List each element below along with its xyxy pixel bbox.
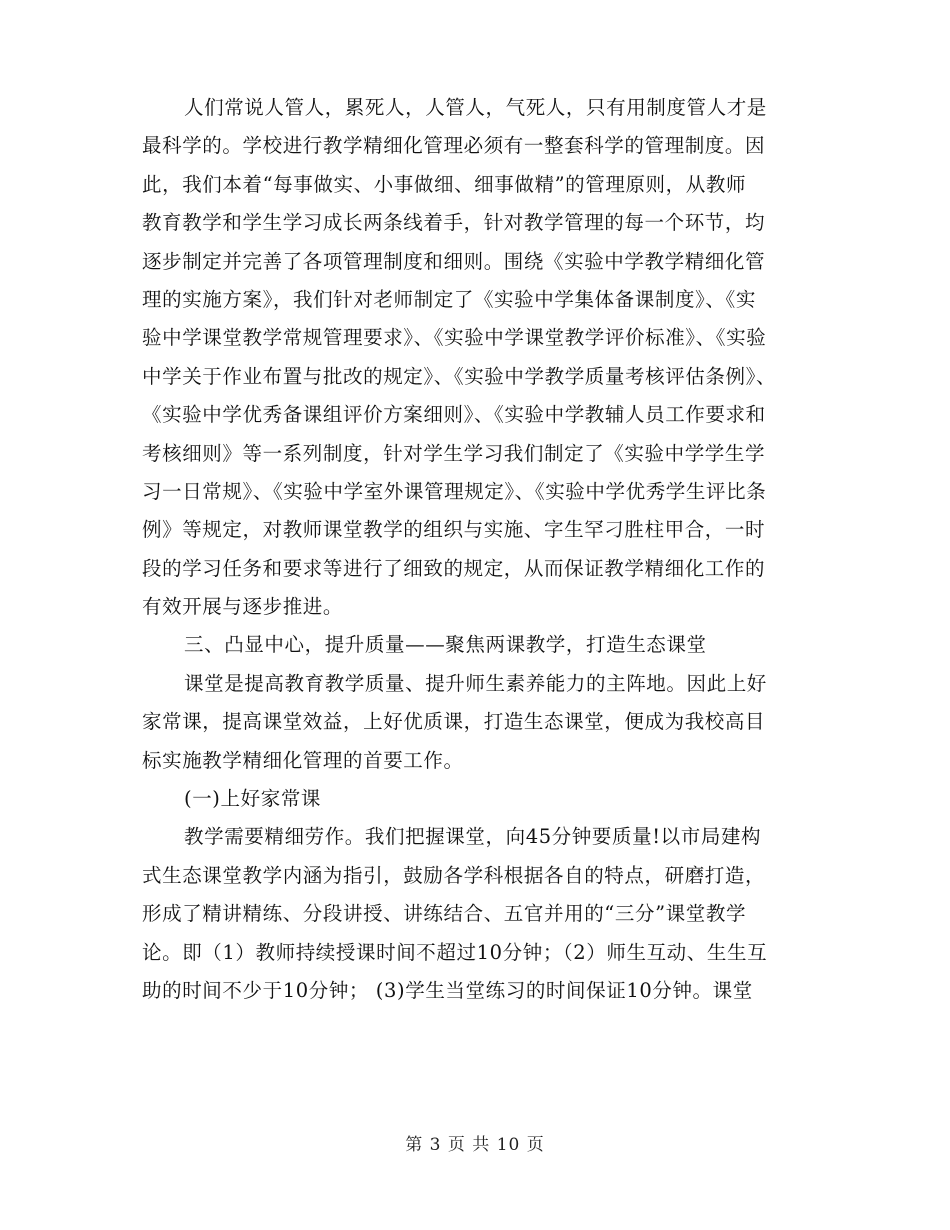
paragraph-line: 中学关于作业布置与批改的规定》、《实验中学教学质量考核评估条例》、 [142, 364, 777, 388]
paragraph-line: 《实验中学优秀备课组评价方案细则》、《实验中学教辅人员工作要求和 [142, 403, 766, 427]
paragraph-line: 理的实施方案》，我们针对老师制定了《实验中学集体备课制度》、《实 [142, 287, 756, 311]
paragraph-line: 段的学习任务和要求等进行了细致的规定，从而保证教学精细化工作的 [142, 556, 766, 580]
paragraph-line: 最科学的。学校进行教学精细化管理必须有一整套科学的管理制度。因 [142, 134, 766, 158]
section-heading: 三、凸显中心，提升质量——聚焦两课教学，打造生态课堂 [184, 633, 707, 657]
paragraph-line: 习一日常规》、《实验中学室外课管理规定》、《实验中学优秀学生评比条 [142, 479, 767, 503]
paragraph-line: 考核细则》等一系列制度，针对学生学习我们制定了《实验中学学生学 [142, 441, 766, 465]
paragraph-line: 教育教学和学生学习成长两条线着手，针对教学管理的每一个环节，均 [142, 211, 766, 235]
paragraph-line: 标实施教学精细化管理的首要工作。 [142, 748, 464, 772]
document-body [142, 89, 822, 1010]
paragraph-line: 验中学课堂教学常规管理要求》、《实验中学课堂教学评价标准》、《实验 [142, 326, 767, 350]
paragraph-line: 家常课，提高课堂效益，上好优质课，打造生态课堂，便成为我校高目 [142, 710, 766, 734]
paragraph-line: 教学需要精细劳作。我们把握课堂，向45分钟要质量!以市局建构 [184, 825, 762, 849]
paragraph-line: 助的时间不少于10分钟； (3)学生当堂练习的时间保证10分钟。课堂 [142, 978, 753, 1002]
paragraph-line: 论。即（1）教师持续授课时间不超过10分钟；（2）师生互动、生生互 [142, 940, 768, 964]
paragraph-line: 例》等规定，对教师课堂教学的组织与实施、字生罕刁胜柱甲合，一时 [142, 518, 766, 542]
subsection-heading: (一)上好家常课 [184, 787, 322, 811]
paragraph-line: 式生态课堂教学内涵为指引，鼓励各学科根据各自的特点，研磨打造， [142, 863, 766, 887]
paragraph-line: 有效开展与逐步推进。 [142, 595, 344, 619]
paragraph-line: 逐步制定并完善了各项管理制度和细则。围绕《实验中学教学精细化管 [142, 249, 766, 273]
paragraph-line: 此，我们本着“每事做实、小事做细、细事做精”的管理原则，从教师 [142, 172, 747, 196]
paragraph-line: 人们常说人管人，累死人，人管人，气死人，只有用制度管人才是 [184, 96, 767, 119]
page-number-footer: 第 3 页 共 10 页 [405, 1135, 545, 1155]
paragraph-line: 课堂是提高教育教学质量、提升师生素养能力的主阵地。因此上好 [184, 671, 767, 695]
paragraph-line: 形成了精讲精练、分段讲授、讲练结合、五官并用的“三分”课堂教学 [142, 902, 747, 926]
